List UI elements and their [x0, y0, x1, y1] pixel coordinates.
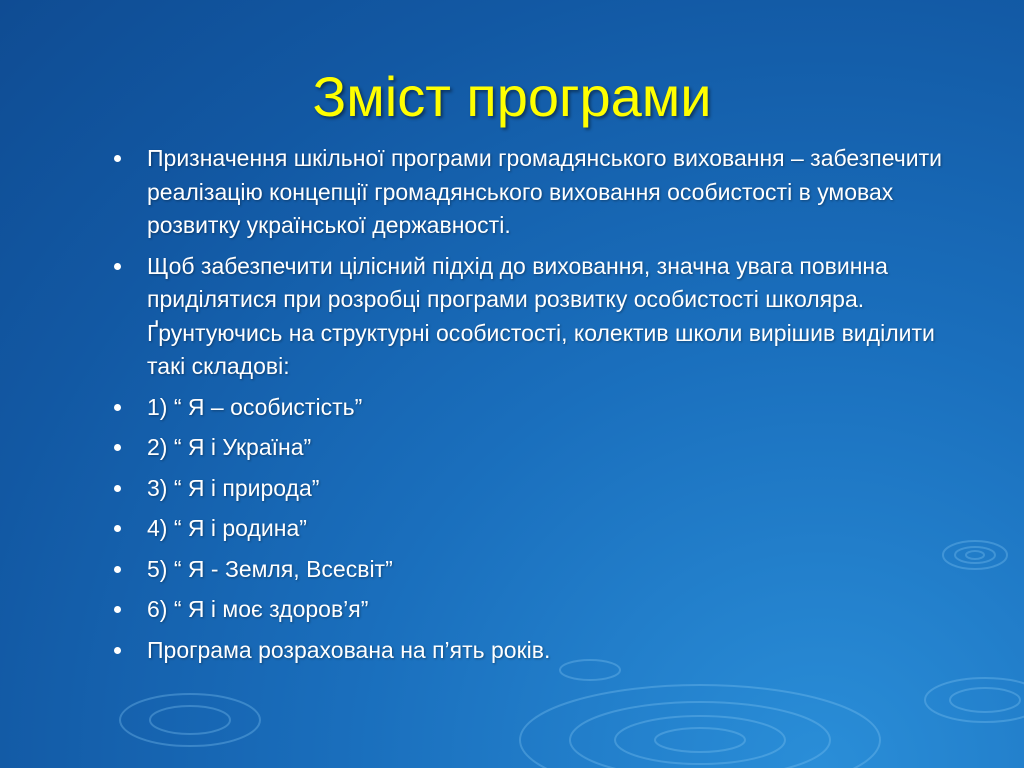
list-item	[110, 472, 970, 506]
list-item	[110, 250, 970, 384]
list-item-text: 6) “ Я і моє здоров’я”	[147, 596, 369, 622]
list-item-text: 5) “ Я - Земля, Всесвіт”	[147, 555, 393, 582]
bullet-icon	[114, 155, 121, 162]
bullet-icon	[114, 647, 121, 654]
bullet-icon	[114, 444, 121, 451]
slide-title: Зміст програми	[312, 65, 712, 128]
bullet-icon	[114, 263, 121, 270]
list-item-text: 4) “ Я і родина”	[147, 515, 307, 541]
bullet-icon	[114, 606, 121, 613]
bullet-list	[110, 142, 970, 674]
list-item-text: 2) “ Я і Україна”	[147, 434, 312, 460]
list-item	[110, 553, 970, 587]
bullet-icon	[114, 566, 121, 573]
list-item	[110, 593, 970, 627]
list-item-text: Призначення шкільної програми громадянського виховання – забезпечити реалізацію концепції громадянського виховання особистості в умовах розвитку української державності.	[147, 145, 942, 238]
list-item-text: 3) “ Я і природа”	[147, 474, 320, 501]
list-item-text: 1) “ Я – особистість”	[147, 393, 363, 420]
list-item	[110, 142, 970, 243]
list-item	[110, 512, 970, 546]
list-item	[110, 634, 970, 668]
list-item-text: Програма розрахована на п’ять років.	[147, 636, 551, 663]
bullet-icon	[114, 485, 121, 492]
list-item-text: Щоб забезпечити цілісний підхід до виховання, значна увага повинна приділятися при розробці програми розвитку особистості школяра. Ґрунтуючись на структурні особистості, колектив школи вирішив виділити такі складові:	[147, 252, 935, 379]
bullet-icon	[114, 404, 121, 411]
list-item	[110, 431, 970, 465]
list-item	[110, 391, 970, 425]
bullet-icon	[114, 525, 121, 532]
